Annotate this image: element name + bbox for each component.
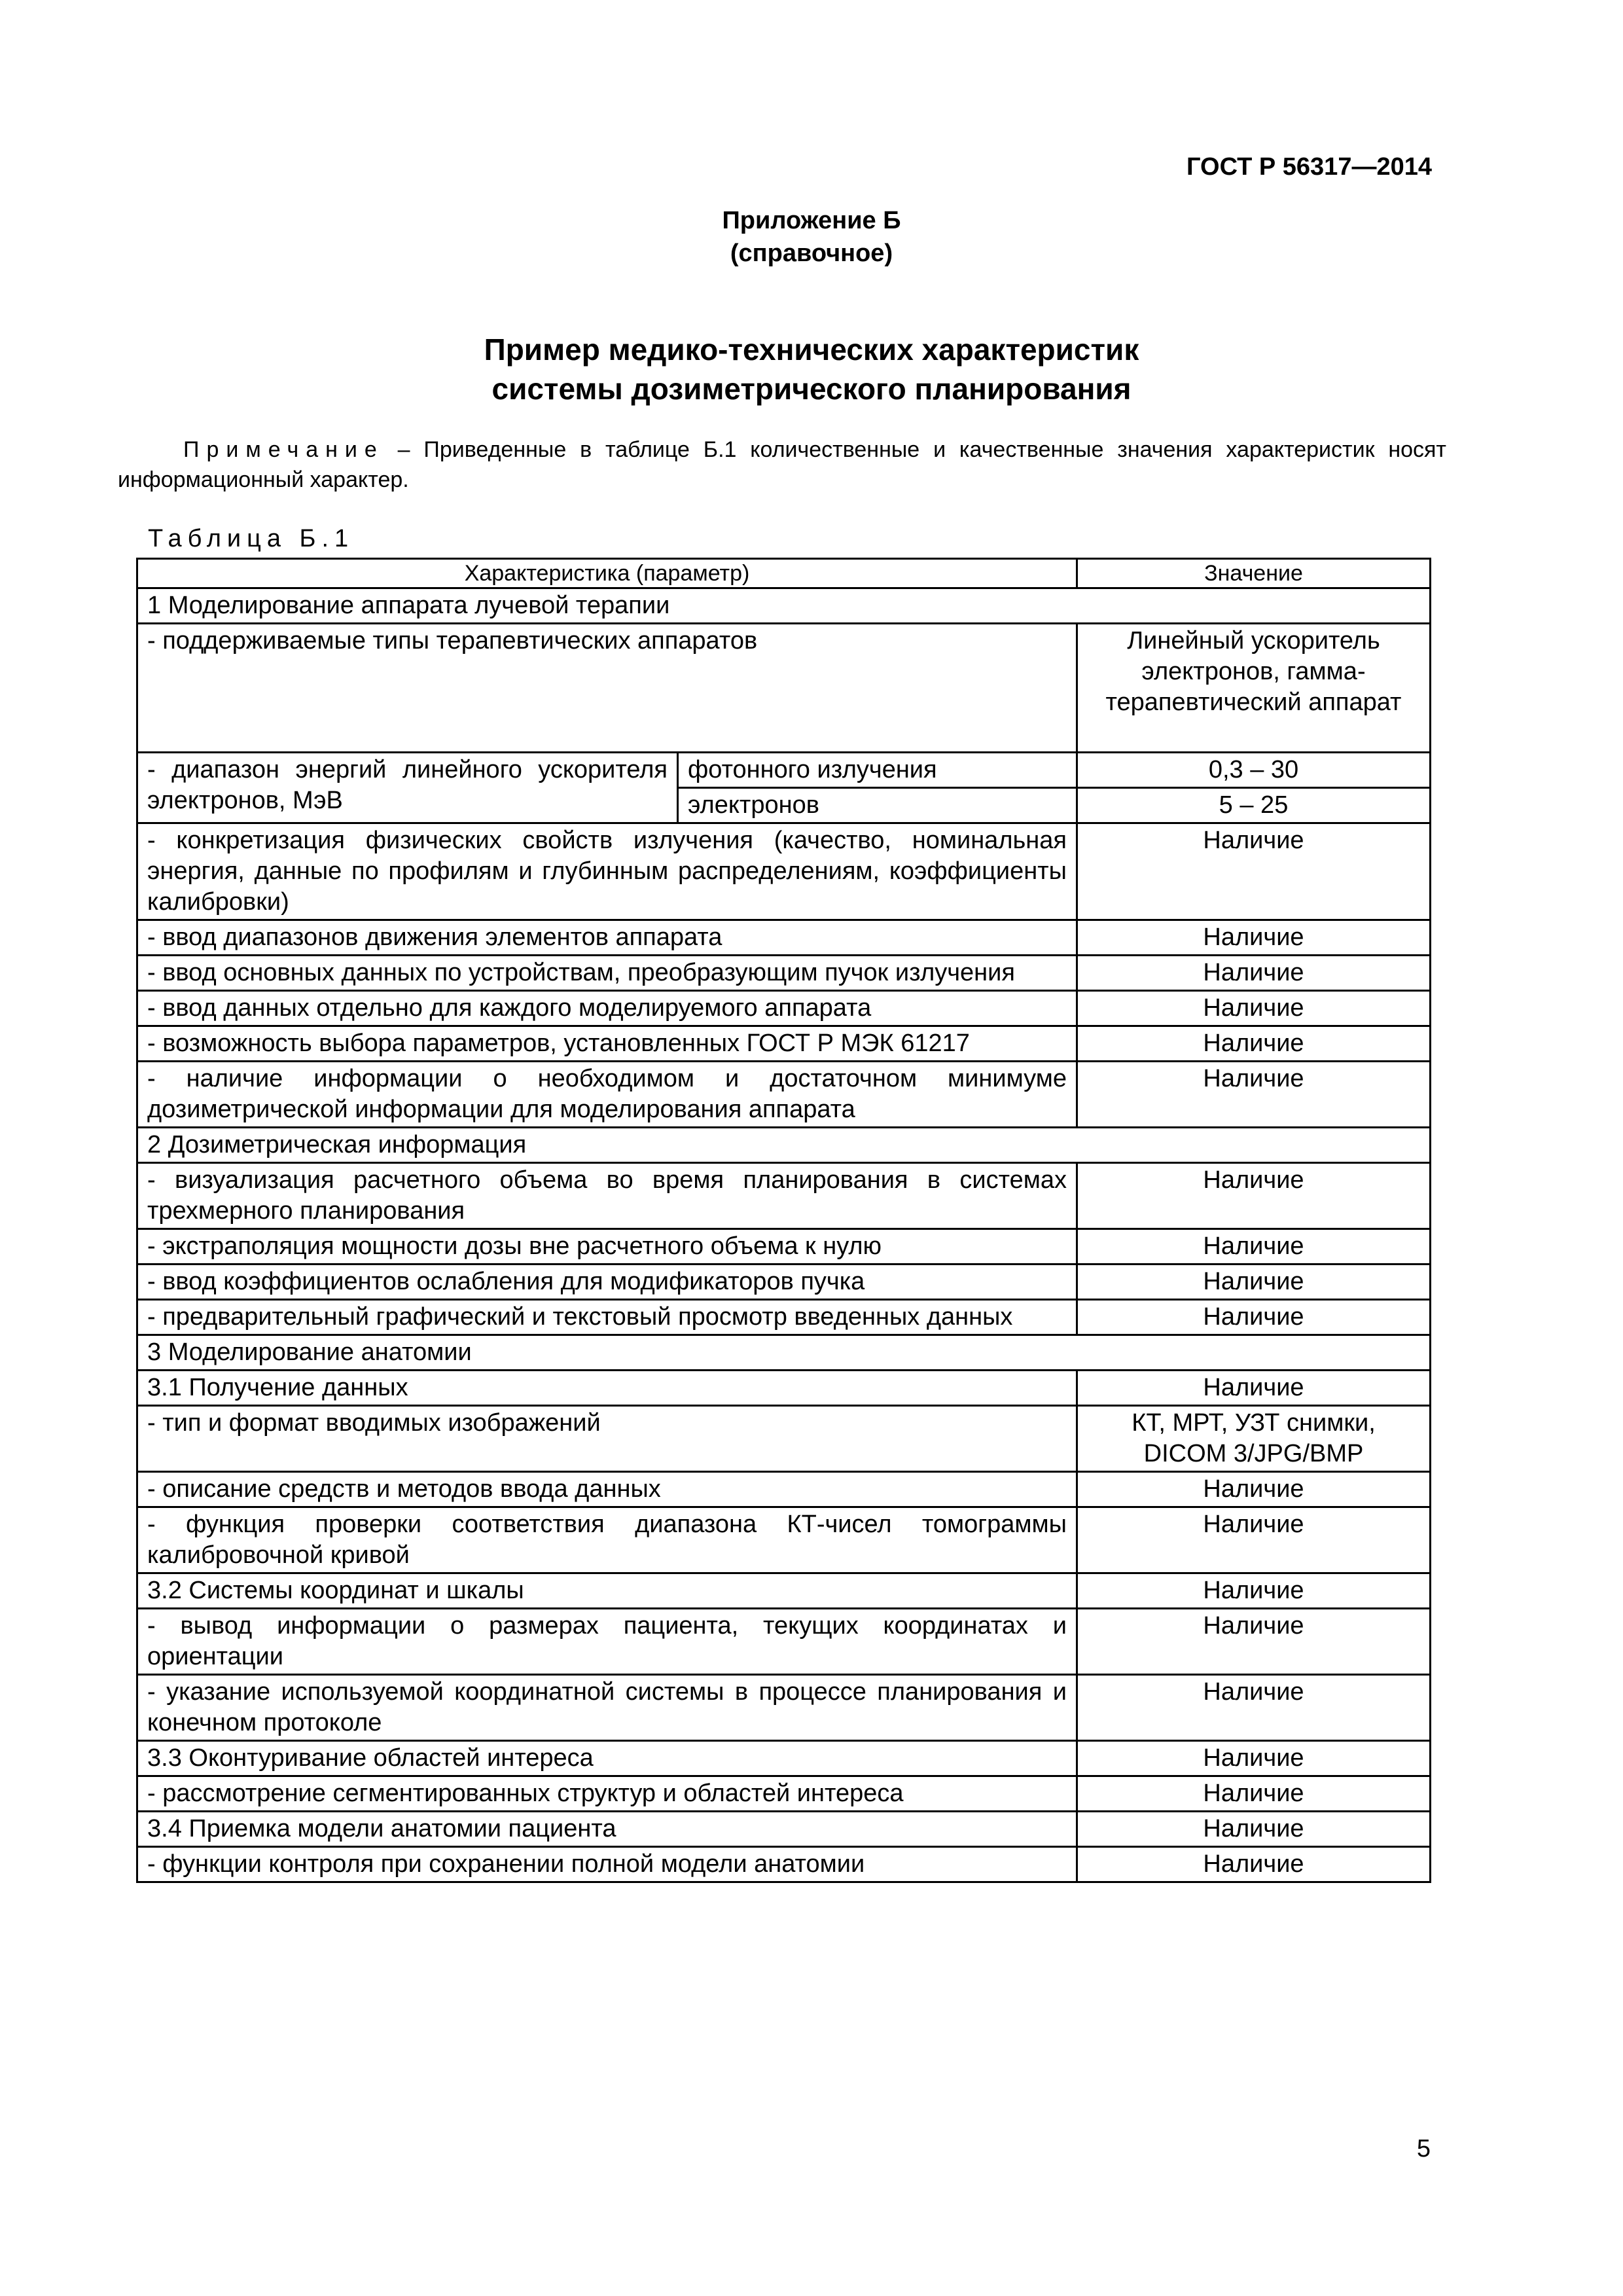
section-row xyxy=(137,1128,1431,1163)
row-param: 3.2 Системы координат и шкалы xyxy=(137,1573,1077,1609)
row-param: - экстраполяция мощности дозы вне расчетного объема к нулю xyxy=(137,1229,1077,1265)
row-value: Наличие xyxy=(1077,991,1431,1026)
header-value: Значение xyxy=(1077,559,1431,588)
row-param: 3.1 Получение данных xyxy=(137,1371,1077,1406)
title-line-2: системы дозиметрического планирования xyxy=(491,372,1132,406)
row-subparam: электронов xyxy=(678,788,1077,823)
row-param: - функция проверки соответствия диапазона КТ-чисел томограммы калибровочной кривой xyxy=(137,1507,1077,1573)
row-value: Наличие xyxy=(1077,1776,1431,1812)
table-row xyxy=(137,1265,1431,1300)
table-row xyxy=(137,956,1431,991)
row-param: - ввод диапазонов движения элементов аппарата xyxy=(137,920,1077,956)
characteristics-table xyxy=(136,558,1431,1883)
row-value: Наличие xyxy=(1077,1507,1431,1573)
section-row xyxy=(137,1335,1431,1371)
section-title: 1 Моделирование аппарата лучевой терапии xyxy=(137,588,1431,624)
row-value: Наличие xyxy=(1077,823,1431,920)
table-row xyxy=(137,823,1431,920)
table-header-row xyxy=(137,559,1431,588)
table-row xyxy=(137,1026,1431,1062)
row-value: Наличие xyxy=(1077,1300,1431,1335)
section-row xyxy=(137,588,1431,624)
table-row xyxy=(137,753,1431,788)
section-title: 3 Моделирование анатомии xyxy=(137,1335,1431,1371)
row-value: Наличие xyxy=(1077,1573,1431,1609)
note-label: Примечание xyxy=(183,437,384,462)
table-caption: Таблица Б.1 xyxy=(148,525,355,552)
row-value: Линейный ускоритель электронов, гамма-терапевтический аппарат xyxy=(1077,624,1431,753)
row-value: Наличие xyxy=(1077,1229,1431,1265)
row-param: - функции контроля при сохранении полной модели анатомии xyxy=(137,1847,1077,1882)
table-row xyxy=(137,1229,1431,1265)
row-param: 3.4 Приемка модели анатомии пациента xyxy=(137,1812,1077,1847)
row-value: Наличие xyxy=(1077,1026,1431,1062)
row-value: Наличие xyxy=(1077,1472,1431,1507)
row-param: - поддерживаемые типы терапевтических аппаратов xyxy=(137,624,1077,753)
row-param: - рассмотрение сегментированных структур и областей интереса xyxy=(137,1776,1077,1812)
table-row xyxy=(137,1371,1431,1406)
table-row xyxy=(137,920,1431,956)
table-row xyxy=(137,1776,1431,1812)
page-title xyxy=(0,330,1623,408)
table-row xyxy=(137,1812,1431,1847)
row-param: - ввод коэффициентов ослабления для модификаторов пучка xyxy=(137,1265,1077,1300)
row-value: Наличие xyxy=(1077,920,1431,956)
table-row xyxy=(137,1609,1431,1675)
row-value: Наличие xyxy=(1077,1062,1431,1128)
row-param: - визуализация расчетного объема во время планирования в системах трехмерного планирования xyxy=(137,1163,1077,1229)
table-row xyxy=(137,1163,1431,1229)
note-paragraph xyxy=(118,435,1446,495)
table-row xyxy=(137,1675,1431,1741)
table-row xyxy=(137,1406,1431,1472)
appendix-heading xyxy=(0,204,1623,270)
table-row xyxy=(137,991,1431,1026)
row-param: - ввод основных данных по устройствам, преобразующим пучок излучения xyxy=(137,956,1077,991)
row-param: - наличие информации о необходимом и достаточном минимуме дозиметрической информации для моделирования аппарата xyxy=(137,1062,1077,1128)
row-value: Наличие xyxy=(1077,1812,1431,1847)
title-line-1: Пример медико-технических характеристик xyxy=(484,332,1139,367)
note-text: – Приведенные в таблице Б.1 количественные и качественные значения характеристик носят информационный характер. xyxy=(118,437,1446,492)
row-value: Наличие xyxy=(1077,1609,1431,1675)
table-row xyxy=(137,1507,1431,1573)
row-subparam: фотонного излучения xyxy=(678,753,1077,788)
row-param: - ввод данных отдельно для каждого моделируемого аппарата xyxy=(137,991,1077,1026)
page-number: 5 xyxy=(1416,2135,1431,2162)
row-value: Наличие xyxy=(1077,1371,1431,1406)
row-value: 0,3 – 30 xyxy=(1077,753,1431,788)
row-value: Наличие xyxy=(1077,1265,1431,1300)
appendix-label: Приложение Б xyxy=(722,207,901,234)
header-param: Характеристика (параметр) xyxy=(137,559,1077,588)
row-param: - конкретизация физических свойств излучения (качество, номинальная энергия, данные по профилям и глубинным распределениям, коэффициенты калибровки) xyxy=(137,823,1077,920)
table-row xyxy=(137,1472,1431,1507)
row-param: 3.3 Оконтуривание областей интереса xyxy=(137,1741,1077,1776)
row-param: - предварительный графический и текстовый просмотр введенных данных xyxy=(137,1300,1077,1335)
row-value: Наличие xyxy=(1077,956,1431,991)
table-row xyxy=(137,624,1431,753)
appendix-type: (справочное) xyxy=(730,240,893,267)
row-value: Наличие xyxy=(1077,1163,1431,1229)
document-code: ГОСТ Р 56317—2014 xyxy=(1186,153,1432,181)
row-param: - тип и формат вводимых изображений xyxy=(137,1406,1077,1472)
row-value: 5 – 25 xyxy=(1077,788,1431,823)
row-value: Наличие xyxy=(1077,1675,1431,1741)
row-param: - возможность выбора параметров, установленных ГОСТ Р МЭК 61217 xyxy=(137,1026,1077,1062)
table-row xyxy=(137,1741,1431,1776)
table-row xyxy=(137,1062,1431,1128)
row-value: Наличие xyxy=(1077,1847,1431,1882)
row-value: КТ, МРТ, УЗТ снимки, DICOM 3/JPG/BMP xyxy=(1077,1406,1431,1472)
row-param: - указание используемой координатной системы в процессе планирования и конечном протоколе xyxy=(137,1675,1077,1741)
table-row xyxy=(137,1573,1431,1609)
section-title: 2 Дозиметрическая информация xyxy=(137,1128,1431,1163)
row-param: - вывод информации о размерах пациента, текущих координатах и ориентации xyxy=(137,1609,1077,1675)
table-row xyxy=(137,1300,1431,1335)
row-param: - описание средств и методов ввода данных xyxy=(137,1472,1077,1507)
row-value: Наличие xyxy=(1077,1741,1431,1776)
table-row xyxy=(137,1847,1431,1882)
row-param: - диапазон энергий линейного ускорителя электронов, МэВ xyxy=(137,753,678,823)
